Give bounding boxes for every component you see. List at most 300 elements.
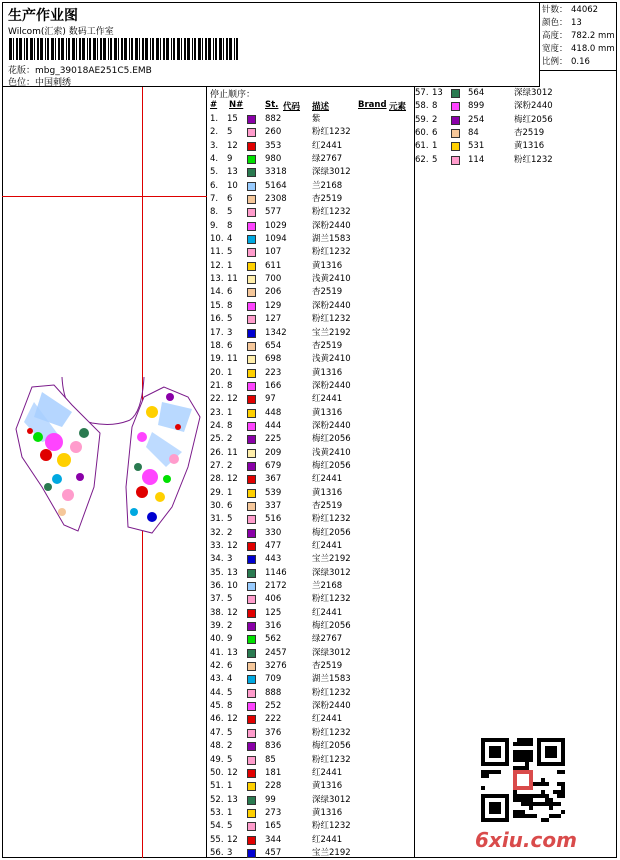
row-needle: 8	[227, 420, 233, 431]
table-row	[207, 153, 414, 166]
row-description: 红2441	[312, 767, 343, 778]
row-needle: 11	[227, 354, 238, 365]
row-description: 黄1316	[312, 487, 343, 498]
row-needle: 11	[227, 447, 238, 458]
row-description: 红2441	[312, 541, 343, 551]
row-description: 红2441	[312, 394, 343, 405]
row-index: 33.	[210, 541, 224, 551]
table-row	[207, 180, 414, 193]
design-file-label: 花版：	[8, 66, 36, 76]
row-description: 杏2519	[312, 340, 343, 351]
row-needle: 6	[227, 500, 233, 511]
color-swatch	[247, 449, 256, 458]
row-stitches: 223	[265, 367, 282, 378]
row-index: 20.	[210, 367, 224, 378]
table-row	[207, 834, 414, 847]
row-index: 13.	[210, 274, 224, 285]
row-needle: 2	[227, 741, 233, 752]
row-description: 宝兰2192	[312, 847, 351, 858]
row-index: 62.	[415, 154, 429, 165]
row-index: 8.	[210, 207, 219, 218]
row-index: 56.	[210, 847, 224, 858]
color-swatch	[247, 395, 256, 404]
row-needle: 13	[227, 794, 238, 805]
row-stitches: 107	[265, 247, 282, 258]
row-needle: 12	[227, 714, 238, 725]
row-description: 杏2519	[312, 287, 343, 298]
row-description: 深粉2440	[312, 220, 351, 231]
row-stitches: 254	[468, 114, 485, 125]
color-swatch	[247, 782, 256, 791]
row-stitches: 539	[265, 487, 282, 498]
row-needle: 12	[227, 474, 238, 485]
color-swatch	[451, 129, 460, 138]
table-row	[207, 740, 414, 753]
row-stitches: 577	[265, 207, 282, 218]
row-stitches: 252	[265, 701, 282, 712]
row-index: 54.	[210, 821, 224, 832]
table-row	[207, 767, 414, 780]
table-row	[207, 700, 414, 713]
row-index: 27.	[210, 460, 224, 471]
row-description: 红2441	[312, 714, 343, 725]
row-index: 17.	[210, 327, 224, 338]
row-needle: 1	[432, 141, 438, 152]
row-stitches: 222	[265, 714, 282, 725]
row-needle: 3	[227, 554, 233, 565]
table-row	[207, 246, 414, 259]
row-stitches: 273	[265, 807, 282, 818]
color-swatch	[247, 542, 256, 551]
color-swatch	[247, 502, 256, 511]
row-needle: 1	[227, 807, 233, 818]
row-stitches: 698	[265, 354, 282, 365]
row-index: 43.	[210, 674, 224, 685]
company-name: Wilcom(汇索) 数码工作室	[8, 27, 114, 37]
row-stitches: 531	[468, 141, 485, 152]
row-description: 深绿3012	[312, 567, 351, 578]
row-needle: 13	[227, 167, 238, 178]
row-index: 10.	[210, 234, 224, 245]
color-swatch	[247, 756, 256, 765]
row-description: 红2441	[312, 474, 343, 485]
color-swatch	[247, 822, 256, 831]
row-needle: 5	[227, 594, 233, 605]
color-swatch	[247, 128, 256, 137]
table-row	[207, 553, 414, 566]
row-description: 浅黄2410	[312, 354, 351, 365]
stat-height: 高度： 782.2 mm	[542, 31, 615, 41]
row-stitches: 129	[265, 300, 282, 311]
row-description: 梅红2056	[312, 621, 351, 632]
row-description: 黄1316	[312, 807, 343, 818]
row-stitches: 443	[265, 554, 282, 565]
color-swatch	[247, 796, 256, 805]
row-needle: 9	[227, 154, 233, 165]
row-needle: 3	[227, 847, 233, 858]
row-needle: 1	[227, 781, 233, 792]
row-needle: 5	[227, 727, 233, 738]
stat-scale: 比例： 0.16	[542, 57, 590, 67]
color-swatch	[451, 89, 460, 98]
row-stitches: 165	[265, 821, 282, 832]
table-row	[207, 407, 414, 420]
color-swatch	[247, 235, 256, 244]
table-row	[207, 527, 414, 540]
table-row	[207, 193, 414, 206]
table-row	[207, 206, 414, 219]
row-index: 9.	[210, 220, 219, 231]
row-stitches: 444	[265, 420, 282, 431]
color-swatch	[247, 715, 256, 724]
row-description: 杏2519	[312, 500, 343, 511]
row-stitches: 225	[265, 434, 282, 445]
row-index: 25.	[210, 434, 224, 445]
row-index: 59.	[415, 114, 429, 125]
row-index: 4.	[210, 154, 219, 165]
row-stitches: 516	[265, 514, 282, 525]
table-row	[207, 260, 414, 273]
table-row	[207, 593, 414, 606]
row-needle: 1	[227, 487, 233, 498]
row-index: 45.	[210, 701, 224, 712]
row-stitches: 85	[265, 754, 276, 765]
row-stitches: 448	[265, 407, 282, 418]
row-index: 40.	[210, 634, 224, 645]
row-needle: 2	[227, 621, 233, 632]
row-needle: 1	[227, 260, 233, 271]
table-row	[415, 154, 617, 167]
table-row	[207, 847, 414, 860]
color-swatch	[247, 275, 256, 284]
row-stitches: 127	[265, 314, 282, 325]
color-swatch	[247, 515, 256, 524]
color-swatch	[247, 675, 256, 684]
table-row	[415, 100, 617, 113]
row-stitches: 166	[265, 380, 282, 391]
col-st-header: St.	[265, 100, 279, 110]
row-index: 47.	[210, 727, 224, 738]
row-needle: 13	[227, 567, 238, 578]
color-swatch	[247, 595, 256, 604]
row-stitches: 206	[265, 287, 282, 298]
col-n-header: N#	[229, 100, 244, 110]
table-row	[207, 580, 414, 593]
color-swatch	[451, 102, 460, 111]
row-needle: 5	[227, 687, 233, 698]
color-swatch	[247, 329, 256, 338]
row-index: 30.	[210, 500, 224, 511]
watermark-text: 6xiu.com	[475, 828, 577, 852]
row-stitches: 5164	[265, 180, 287, 191]
row-index: 41.	[210, 647, 224, 658]
row-index: 46.	[210, 714, 224, 725]
row-description: 粉红1232	[312, 594, 351, 605]
row-index: 7.	[210, 194, 219, 205]
color-position-value: 中国刺绣	[35, 78, 72, 88]
row-index: 2.	[210, 127, 219, 138]
row-needle: 12	[227, 834, 238, 845]
row-description: 红2441	[312, 140, 343, 151]
row-stitches: 882	[265, 114, 282, 124]
row-index: 16.	[210, 314, 224, 325]
row-description: 深绿3012	[312, 647, 351, 658]
row-needle: 1	[227, 367, 233, 378]
color-swatch	[451, 142, 460, 151]
table-row	[207, 460, 414, 473]
row-stitches: 2172	[265, 581, 287, 592]
color-swatch	[247, 489, 256, 498]
table-row	[207, 540, 414, 553]
color-swatch	[247, 208, 256, 217]
row-needle: 11	[227, 274, 238, 285]
row-stitches: 316	[265, 621, 282, 632]
row-index: 12.	[210, 260, 224, 271]
color-sequence-table-continued	[415, 87, 617, 167]
row-stitches: 1342	[265, 327, 287, 338]
color-swatch	[247, 462, 256, 471]
table-row	[207, 633, 414, 646]
row-description: 绿2767	[312, 154, 343, 165]
table-row	[207, 220, 414, 233]
row-description: 黄1316	[312, 367, 343, 378]
color-swatch	[247, 168, 256, 177]
row-description: 紫	[312, 114, 321, 124]
row-index: 15.	[210, 300, 224, 311]
row-description: 粉红1232	[312, 314, 351, 325]
row-index: 24.	[210, 420, 224, 431]
row-stitches: 114	[468, 154, 485, 165]
row-stitches: 337	[265, 500, 282, 511]
color-swatch	[247, 435, 256, 444]
row-needle: 12	[227, 541, 238, 551]
table-row	[207, 433, 414, 446]
row-description: 粉红1232	[312, 821, 351, 832]
color-swatch	[247, 742, 256, 751]
col-code-header: 代码	[283, 102, 301, 112]
col-desc-header: 描述	[312, 102, 330, 112]
row-stitches: 564	[468, 88, 485, 98]
row-index: 60.	[415, 128, 429, 139]
color-swatch	[247, 315, 256, 324]
row-stitches: 353	[265, 140, 282, 151]
table-row	[207, 273, 414, 286]
row-description: 黄1316	[312, 260, 343, 271]
row-index: 29.	[210, 487, 224, 498]
color-swatch	[247, 355, 256, 364]
row-stitches: 1094	[265, 234, 287, 245]
row-index: 31.	[210, 514, 224, 525]
color-position-label: 色位：	[8, 78, 36, 88]
row-needle: 12	[227, 767, 238, 778]
row-description: 杏2519	[514, 128, 545, 139]
table-row	[207, 807, 414, 820]
row-stitches: 84	[468, 128, 479, 139]
row-description: 红2441	[312, 834, 343, 845]
color-swatch	[247, 582, 256, 591]
row-stitches: 1146	[265, 567, 287, 578]
color-swatch	[247, 729, 256, 738]
row-needle: 8	[227, 300, 233, 311]
table-row	[207, 487, 414, 500]
row-description: 黄1316	[312, 781, 343, 792]
row-stitches: 260	[265, 127, 282, 138]
color-swatch	[247, 849, 256, 858]
row-needle: 5	[227, 514, 233, 525]
color-swatch	[247, 622, 256, 631]
row-stitches: 367	[265, 474, 282, 485]
row-description: 深粉2440	[312, 300, 351, 311]
row-index: 11.	[210, 247, 224, 258]
qr-code	[481, 738, 565, 822]
row-description: 兰2168	[312, 180, 343, 191]
row-stitches: 125	[265, 607, 282, 618]
row-index: 39.	[210, 621, 224, 632]
row-stitches: 654	[265, 340, 282, 351]
color-swatch	[247, 475, 256, 484]
row-index: 35.	[210, 567, 224, 578]
row-index: 42.	[210, 661, 224, 672]
row-needle: 10	[227, 581, 238, 592]
table-row	[207, 367, 414, 380]
barcode	[9, 38, 239, 60]
row-index: 14.	[210, 287, 224, 298]
row-description: 梅红2056	[312, 434, 351, 445]
row-description: 绿2767	[312, 634, 343, 645]
row-index: 58.	[415, 101, 429, 112]
row-description: 梅红2056	[514, 114, 553, 125]
row-stitches: 3276	[265, 661, 287, 672]
table-row	[207, 713, 414, 726]
row-needle: 8	[227, 220, 233, 231]
col-element-header: 元素	[389, 102, 407, 112]
row-description: 粉红1232	[312, 727, 351, 738]
row-description: 湖兰1583	[312, 234, 351, 245]
row-description: 黄1316	[514, 141, 545, 152]
row-index: 26.	[210, 447, 224, 458]
row-index: 28.	[210, 474, 224, 485]
row-needle: 5	[227, 247, 233, 258]
row-stitches: 3318	[265, 167, 287, 178]
row-needle: 4	[227, 234, 233, 245]
row-index: 53.	[210, 807, 224, 818]
row-index: 34.	[210, 554, 224, 565]
row-index: 48.	[210, 741, 224, 752]
color-swatch	[247, 809, 256, 818]
color-sequence-table	[207, 87, 415, 858]
color-swatch	[247, 382, 256, 391]
row-stitches: 2308	[265, 194, 287, 205]
row-index: 44.	[210, 687, 224, 698]
row-description: 梅红2056	[312, 741, 351, 752]
col-index-header: #	[210, 100, 218, 110]
table-header-row	[207, 99, 414, 113]
color-swatch	[247, 836, 256, 845]
row-stitches: 562	[265, 634, 282, 645]
embroidery-design	[2, 87, 207, 858]
color-swatch	[247, 342, 256, 351]
row-description: 浅黄2410	[312, 274, 351, 285]
row-stitches: 980	[265, 154, 282, 165]
row-needle: 8	[227, 701, 233, 712]
color-swatch	[247, 649, 256, 658]
stat-colors: 颜色： 13	[542, 18, 582, 28]
row-description: 宝兰2192	[312, 327, 351, 338]
color-swatch	[247, 155, 256, 164]
col-brand-header: Brand	[358, 100, 387, 110]
table-row	[207, 500, 414, 513]
color-swatch	[247, 702, 256, 711]
table-row	[207, 353, 414, 366]
row-description: 黄1316	[312, 407, 343, 418]
row-index: 1.	[210, 114, 219, 124]
row-stitches: 406	[265, 594, 282, 605]
row-stitches: 228	[265, 781, 282, 792]
row-description: 宝兰2192	[312, 554, 351, 565]
color-swatch	[247, 422, 256, 431]
row-index: 23.	[210, 407, 224, 418]
row-needle: 6	[227, 661, 233, 672]
row-needle: 6	[432, 128, 438, 139]
row-stitches: 709	[265, 674, 282, 685]
table-row	[207, 673, 414, 686]
row-index: 19.	[210, 354, 224, 365]
row-index: 37.	[210, 594, 224, 605]
row-index: 22.	[210, 394, 224, 405]
row-description: 深绿3012	[312, 794, 351, 805]
table-row	[415, 127, 617, 140]
row-needle: 5	[227, 314, 233, 325]
table-row	[207, 607, 414, 620]
row-description: 深粉2440	[312, 380, 351, 391]
row-description: 粉红1232	[312, 754, 351, 765]
row-needle: 13	[432, 88, 443, 98]
table-row	[207, 567, 414, 580]
color-swatch	[451, 156, 460, 165]
row-index: 21.	[210, 380, 224, 391]
row-index: 49.	[210, 754, 224, 765]
design-file-value: mbg_39018AE251C5.EMB	[35, 66, 152, 76]
row-description: 浅黄2410	[312, 447, 351, 458]
stat-stitches: 针数： 44062	[542, 5, 599, 15]
row-stitches: 2457	[265, 647, 287, 658]
row-stitches: 1029	[265, 220, 287, 231]
table-row	[207, 687, 414, 700]
row-needle: 5	[432, 154, 438, 165]
table-row	[207, 393, 414, 406]
table-row	[207, 113, 414, 126]
color-swatch	[247, 222, 256, 231]
row-stitches: 888	[265, 687, 282, 698]
color-swatch	[247, 369, 256, 378]
row-needle: 12	[227, 607, 238, 618]
table-row	[207, 473, 414, 486]
color-swatch	[247, 555, 256, 564]
row-needle: 2	[227, 434, 233, 445]
row-stitches: 611	[265, 260, 282, 271]
color-swatch	[247, 662, 256, 671]
table-row	[207, 340, 414, 353]
row-stitches: 836	[265, 741, 282, 752]
row-stitches: 181	[265, 767, 282, 778]
row-stitches: 99	[265, 794, 276, 805]
color-swatch	[247, 195, 256, 204]
page-title: 生产作业图	[8, 8, 78, 24]
table-row	[207, 513, 414, 526]
row-stitches: 209	[265, 447, 282, 458]
row-index: 57.	[415, 88, 429, 98]
row-needle: 1	[227, 407, 233, 418]
